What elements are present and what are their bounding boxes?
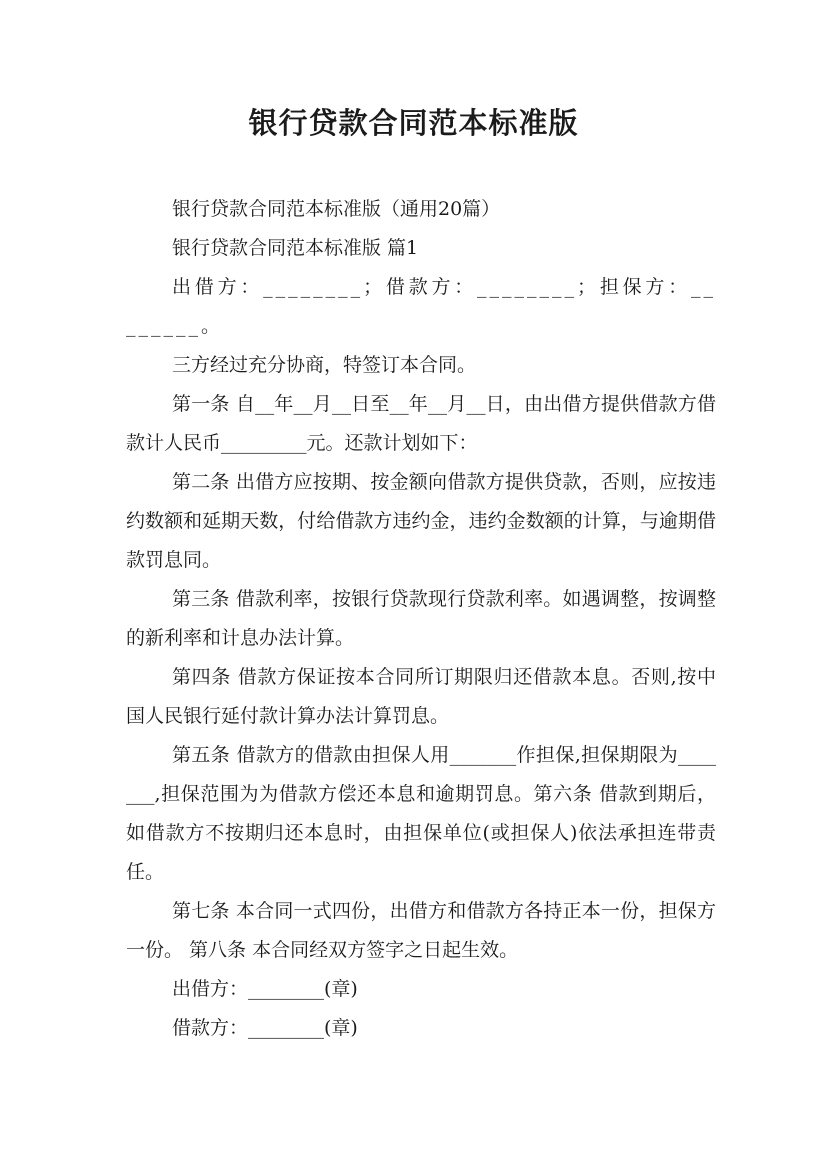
article-1-paragraph: 第一条 自__年__月__日至__年__月__日，由出借方提供借款方借款计人民币_________元。还款计划如下：: [126, 393, 716, 454]
article-5-6-paragraph: 第五条 借款方的借款由担保人用_______作担保,担保期限为_______,担保范围为为借款方偿还本息和逾期罚息。第六条 借款到期后，如借款方不按期归还本息时，由担保单位(或担保人)依法承担连带责任。: [126, 744, 716, 883]
article-2-paragraph: 第二条 出借方应按期、按金额向借款方提供贷款，否则，应按违约数额和延期天数，付给借款方违约金，违约金数额的计算，与逾期借款罚息同。: [126, 471, 716, 571]
signature-borrower: 借款方：________(章): [172, 1017, 358, 1039]
section-heading: 银行贷款合同范本标准版 篇1: [172, 237, 419, 259]
document-body: [126, 190, 716, 1048]
parties-line: 出借方：________；借款方：________；担保方：________。: [126, 276, 716, 337]
signature-lender: 出借方：________(章): [172, 978, 358, 1000]
article-3-paragraph: 第三条 借款利率，按银行贷款现行贷款利率。如遇调整，按调整的新利率和计息办法计算。: [126, 588, 716, 649]
article-4-paragraph: 第四条 借款方保证按本合同所订期限归还借款本息。否则,按中国人民银行延付款计算办法计算罚息。: [126, 666, 716, 727]
intro-paragraph: 三方经过充分协商，特签订本合同。: [172, 354, 477, 376]
article-7-8-paragraph: 第七条 本合同一式四份，出借方和借款方各持正本一份，担保方一份。 第八条 本合同经双方签字之日起生效。: [126, 900, 716, 961]
document-title: 银行贷款合同范本标准版: [248, 106, 579, 140]
subtitle-line: 银行贷款合同范本标准版（通用20篇）: [172, 198, 501, 220]
